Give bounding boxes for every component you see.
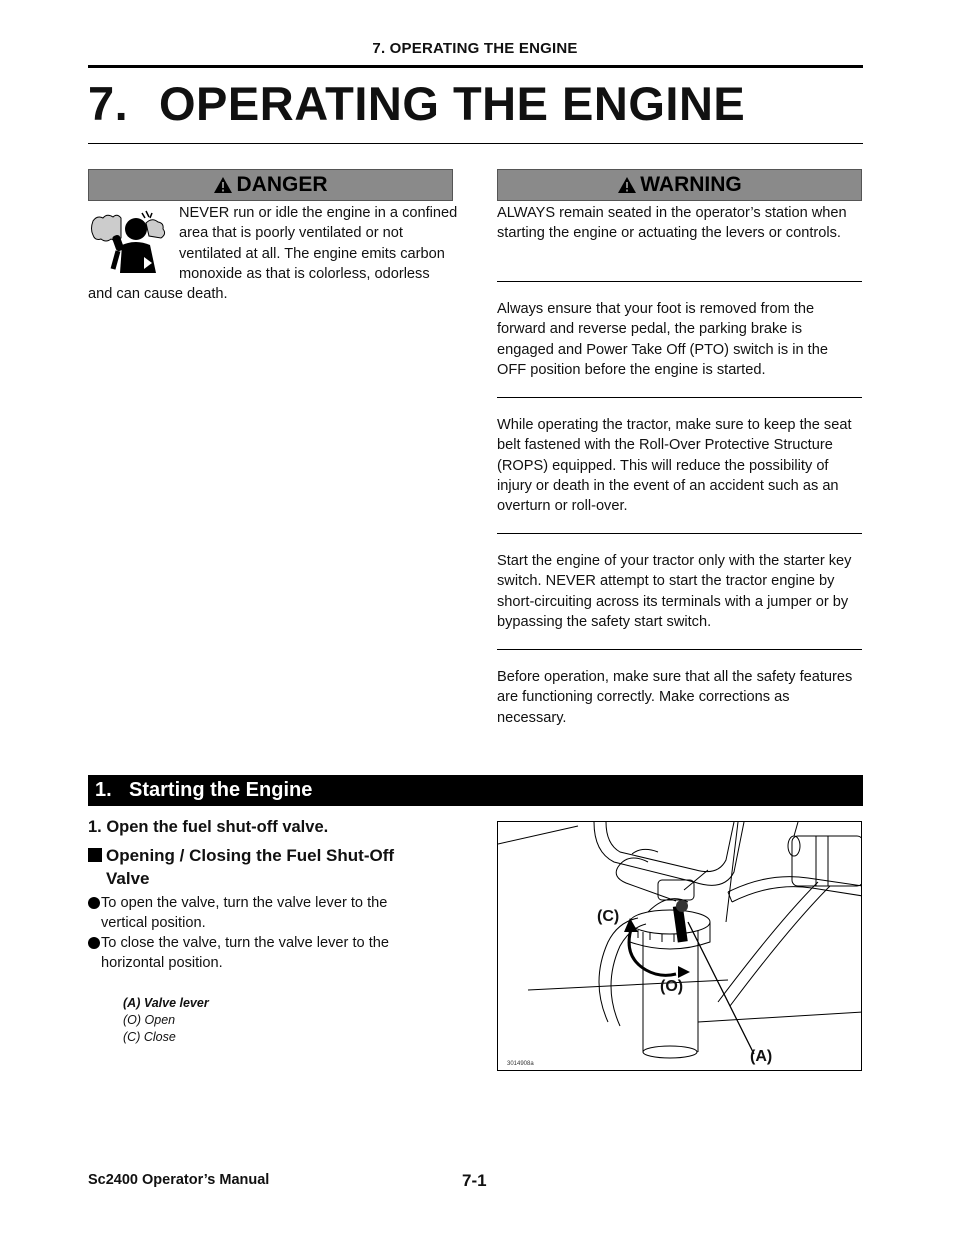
warning-item: Start the engine of your tractor only with the starter key switch. NEVER attempt to start the tractor engine by short-circuiting across its terminals with a jumper or by bypassing the safety start switch. — [497, 553, 852, 630]
legend-c: (C) Close — [123, 1030, 176, 1044]
danger-label: DANGER — [236, 173, 328, 196]
figure-label-o: (O) — [660, 978, 684, 995]
warning-item: While operating the tractor, make sure to keep the seat belt fastened with the Roll-Over Protective Structure (ROPS) equipped. This will reduce the possibility of injury or death in the event of an accident such as an overturn or roll-over. — [497, 417, 852, 515]
danger-text: NEVER run or idle the engine in a confined area that is poorly ventilated or not ventilated at all. The engine emits carbon monoxide as that is colorless, odorless and can cause death. — [88, 205, 458, 303]
warning-divider — [497, 533, 862, 534]
section-heading — [88, 775, 863, 806]
danger-header — [88, 169, 453, 201]
section-number: 1. — [95, 779, 112, 801]
warning-item: ALWAYS remain seated in the operator’s station when starting the engine or actuating the levers or controls. — [497, 205, 847, 242]
warning-label: WARNING — [640, 173, 742, 196]
warning-divider — [497, 281, 862, 282]
footer-page-number: 7-1 — [462, 1171, 487, 1190]
chapter-title — [88, 76, 745, 131]
section-title: Starting the Engine — [129, 779, 313, 801]
fuel-valve-figure — [497, 821, 862, 1071]
footer-manual-title: Sc2400 Operator’s Manual — [88, 1172, 270, 1188]
warning-triangle-icon — [213, 176, 233, 194]
warning-divider — [497, 397, 862, 398]
legend-a: (A) Valve lever — [123, 996, 209, 1010]
legend-o: (O) Open — [123, 1013, 176, 1027]
bullet-icon — [88, 897, 100, 909]
header-rule — [88, 65, 863, 68]
list-item — [88, 933, 428, 974]
warning-item: Before operation, make sure that all the safety features are functioning correctly. Make corrections as necessary. — [497, 669, 853, 726]
figure-code: 3014908a — [507, 1061, 534, 1067]
subheading-text: Opening / Closing the Fuel Shut-Off Valve — [106, 846, 395, 888]
chapter-title-text: OPERATING THE ENGINE — [159, 77, 746, 130]
figure-label-c: (C) — [597, 908, 620, 925]
title-rule — [88, 143, 863, 144]
list-item — [88, 893, 428, 934]
fuel-valve-illustration — [498, 822, 862, 1071]
chapter-number: 7. — [88, 77, 129, 130]
subheading — [88, 844, 438, 890]
warning-header — [497, 169, 862, 201]
figure-label-a: (A) — [750, 1048, 773, 1065]
running-head: 7. OPERATING THE ENGINE — [372, 40, 578, 57]
warning-item: Always ensure that your foot is removed from the forward and reverse pedal, the parking brake is engaged and Power Take Off (PTO) switch is in the OFF position before the engine is started. — [497, 301, 828, 378]
square-bullet-icon — [88, 848, 102, 862]
list-item-text: To close the valve, turn the valve lever to the horizontal position. — [101, 935, 389, 972]
list-item-text: To open the valve, turn the valve lever to the vertical position. — [101, 895, 388, 932]
bullet-icon — [88, 937, 100, 949]
warning-divider — [497, 649, 862, 650]
warning-triangle-icon — [617, 176, 637, 194]
step-heading: 1. Open the fuel shut-off valve. — [88, 818, 329, 836]
